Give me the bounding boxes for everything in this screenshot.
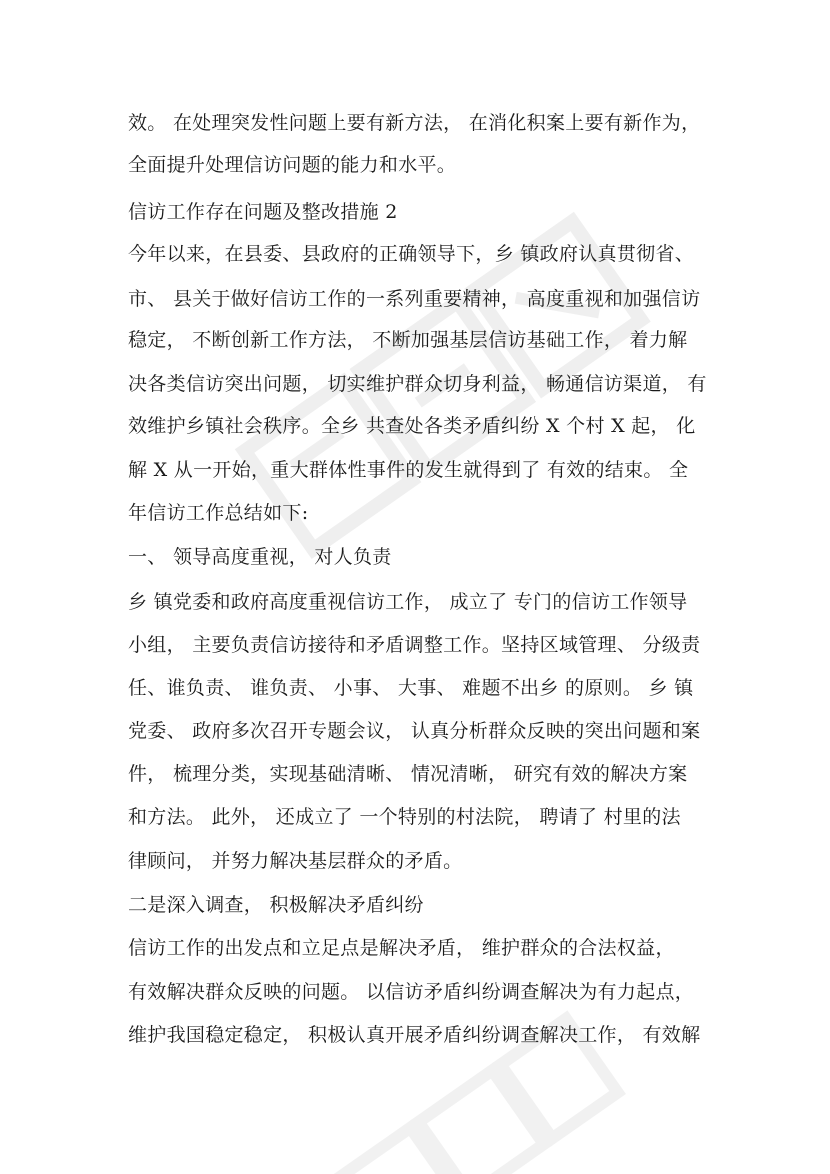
text-line-20: 信访工作的出发点和立足点是解决矛盾， 维护群众的合法权益， [128, 937, 675, 959]
text-line-12: 乡 镇党委和政府高度重视信访工作， 成立了 专门的信访工作领导 [128, 591, 688, 613]
text-line-17: 和方法。 此外， 还成立了 一个特别的村法院， 聘请了 村里的法 [128, 806, 681, 828]
text-line-15: 党委、 政府多次召开专题会议， 认真分析群众反映的突出问题和案 [128, 720, 701, 742]
text-line-13: 小组， 主要负责信访接待和矛盾调整工作。坚持区域管理、 分级责 [128, 634, 701, 656]
text-line-1: 效。 在处理突发性问题上要有新方法， 在消化积案上要有新作为， [128, 112, 701, 134]
text-line-5: 市、 县关于做好信访工作的一系列重要精神， 高度重视和加强信访 [128, 288, 701, 310]
text-line-10: 年信访工作总结如下: [128, 502, 309, 524]
subheading-1: 一、 领导高度重视， 对人负责 [128, 546, 392, 568]
text-line-16: 件， 梳理分类，实现基础清晰、 情况清晰， 研究有效的解决方案 [128, 763, 688, 785]
subheading-2: 二是深入调查， 积极解决矛盾纠纷 [128, 894, 424, 916]
text-line-14: 任、谁负责、 谁负责、 小事、 大事、 难题不出乡 的原则。 乡 镇 [128, 677, 694, 699]
section-heading-2: 信访工作存在问题及整改措施 2 [128, 201, 398, 223]
text-line-9: 解 X 从一开始，重大群体性事件的发生就得到了 有效的结束。 全 [128, 459, 689, 481]
text-line-2: 全面提升处理信访问题的能力和水平。 [128, 154, 457, 176]
text-line-8: 效维护乡镇社会秩序。全乡 共查处各类矛盾纠纷 X 个村 X 起， 化 [128, 415, 696, 437]
text-line-21: 有效解决群众反映的问题。 以信访矛盾纠纷调查解决为有力起点， [128, 981, 695, 1003]
text-line-7: 决各类信访突出问题， 切实维护群众切身利益， 畅通信访渠道， 有 [128, 373, 707, 395]
text-line-22: 维护我国稳定稳定， 积极认真开展矛盾纠纷调查解决工作， 有效解 [128, 1024, 701, 1046]
text-line-4: 今年以来，在县委、县政府的正确领导下，乡 镇政府认真贯彻省、 [128, 243, 695, 265]
text-line-18: 律顾问， 并努力解决基层群众的矛盾。 [128, 850, 463, 872]
text-line-6: 稳定， 不断创新工作方法， 不断加强基层信访基础工作， 着力解 [128, 329, 688, 351]
